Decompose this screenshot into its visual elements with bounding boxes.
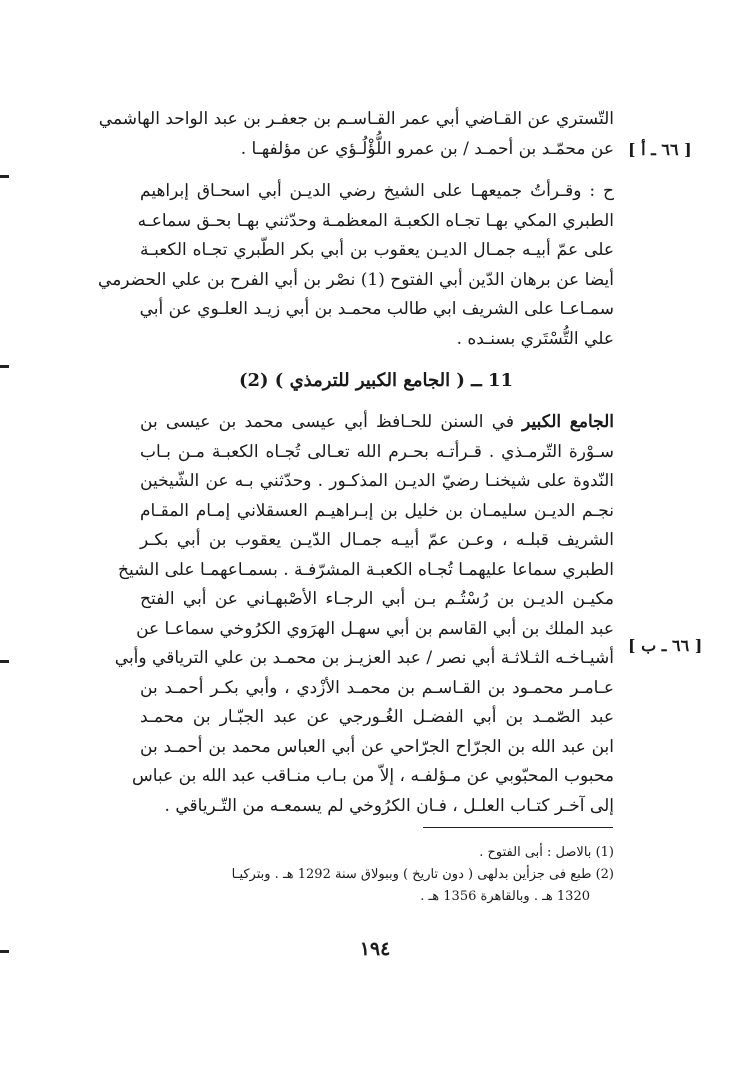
footnote-1: [140, 842, 614, 864]
margin-folio-reference: [ ٦٦ ـ ب ]: [628, 636, 703, 655]
footnote-2-continuation: 1320 هـ . وبالقاهرة 1356 هـ .: [420, 889, 590, 904]
text-line: عن محمّـد بن أحمـد / بن عمرو اللُّؤْلُـؤي عن مؤلفهـا .: [240, 138, 614, 159]
footnotes: [140, 842, 614, 908]
page-number: ١٩٤: [359, 938, 391, 960]
text-line: مكيـن الديـن بن رُسْتُـم بـن أبي الرجـاء الأصْبهـاني عن أبي الفتح: [140, 589, 614, 609]
text-line: ح : وقـرأتُ جميعهـا على الشيخ رضي الديـن أبي اسحـاق إبراهيم: [140, 181, 614, 201]
scan-edge-mark: [0, 365, 9, 368]
text-line: سـوْرة التّرمـذي . قـرأتـه بحـرم الله تعـالى تُجـاه الكعبـة مـن بـاب: [140, 441, 614, 462]
text-line: النّدوة على شيخنـا رضيّ الديـن المذكـور . وحدّثني بـه عن الشّيخين: [140, 471, 614, 491]
text-line: علي التُّسْتَري بسنـده .: [456, 328, 614, 349]
text-line: إلى آخـر كتـاب العلـل ، فـان الكرُوخي لم يسمعـه من التّـرياقي .: [164, 795, 614, 816]
scan-edge-mark: [0, 175, 9, 178]
text-line: الطبري المكي بهـا تجـاه الكعبـة المعظمـة وحدّثني بهـا بحـق سماعـه: [137, 210, 614, 231]
footnote-2: [140, 864, 614, 886]
text-line: الطبري سماعا عليهمـا تُجـاه الكعبـة المشرّفـة . بسمـاعهمـا على الشيخ: [118, 559, 614, 580]
text-line: أشيـاخـه الثـلاثـة أبي نصر / عبد العزيـز بن محمـد بن علي الترياقي وأبي: [114, 648, 614, 668]
text-line: عبد الملك بن أبي القاسم بن أبي سهـل الهرَوي الكرُوخي سماعـا عن: [136, 618, 614, 639]
paragraph-main: [114, 408, 614, 821]
footnote-separator: [423, 827, 613, 828]
footnote-text: طبع فى جزأين بدلهى ( دون تاريخ ) وببولاق سنة 1292 هـ . وبتركيـا: [231, 867, 592, 882]
scan-edge-mark: [0, 950, 9, 953]
text-line: عـامـر محمـود بن القـاسـم بن محمـد الأزْدي ، وأبي بكـر أحمـد بن: [140, 677, 614, 698]
text-line: عبد الصّمـد بن أبي الفضـل الغُـورجي عن عبد الجبّـار بن محمـد: [140, 707, 614, 727]
text-line-first: [140, 408, 614, 438]
section-heading: 11 ــ ( الجامع الكبير للترمذي ) (2): [238, 370, 514, 391]
paragraph-hadith-chain: [98, 177, 614, 354]
book-title-lead: الجامع الكبير: [522, 412, 614, 432]
margin-folio-reference: [ ٦٦ ـ أ ]: [628, 140, 692, 159]
footnote-marker: (1): [595, 845, 614, 860]
text-line: ابن عبد الله بن الجرّاح الجرّاحي عن أبي العباس محمد بن أحمـد بن: [140, 736, 614, 757]
text-line: أيضا عن برهان الدّين أبي الفتوح (1) نصْر بن أبي الفرح بن علي الحضرمي: [98, 269, 614, 290]
footnote-marker: (2): [595, 867, 614, 882]
text-fragment: في السنن للحـافظ أبي عيسى محمد بن عيسى بن: [140, 412, 523, 432]
text-line: على عمّ أبيـه جمـال الديـن يعقوب بن أبي بكر الطّبري تجـاه الكعبـة: [140, 240, 614, 260]
paragraph-top: [98, 105, 614, 164]
text-line: سمـاعـا على الشريف ابي طالب محمـد بن أبي زيـد العلـوي عن أبي: [139, 299, 614, 319]
text-line: الشريف قبلـه ، وعـن عمّ أبيـه جمـال الدّيـن يعقوب بن أبي بكـر: [140, 530, 614, 550]
text-line: التّستري عن القـاضي أبي عمر القـاسـم بن جعفـر بن عبد الواحد الهاشمي: [98, 109, 614, 129]
text-line: محبوب المحبّوبي عن مـؤلفـه ، إلاّ من بـاب منـاقب عبد الله بن عباس: [132, 766, 614, 786]
footnote-text: بالاصل : أبى الفتوح .: [479, 845, 592, 860]
scan-edge-mark: [0, 660, 9, 663]
text-line: نجـم الديـن سليمـان بن خليل بن إبـراهيـم العسقلاني إمـام المقـام: [140, 500, 614, 521]
